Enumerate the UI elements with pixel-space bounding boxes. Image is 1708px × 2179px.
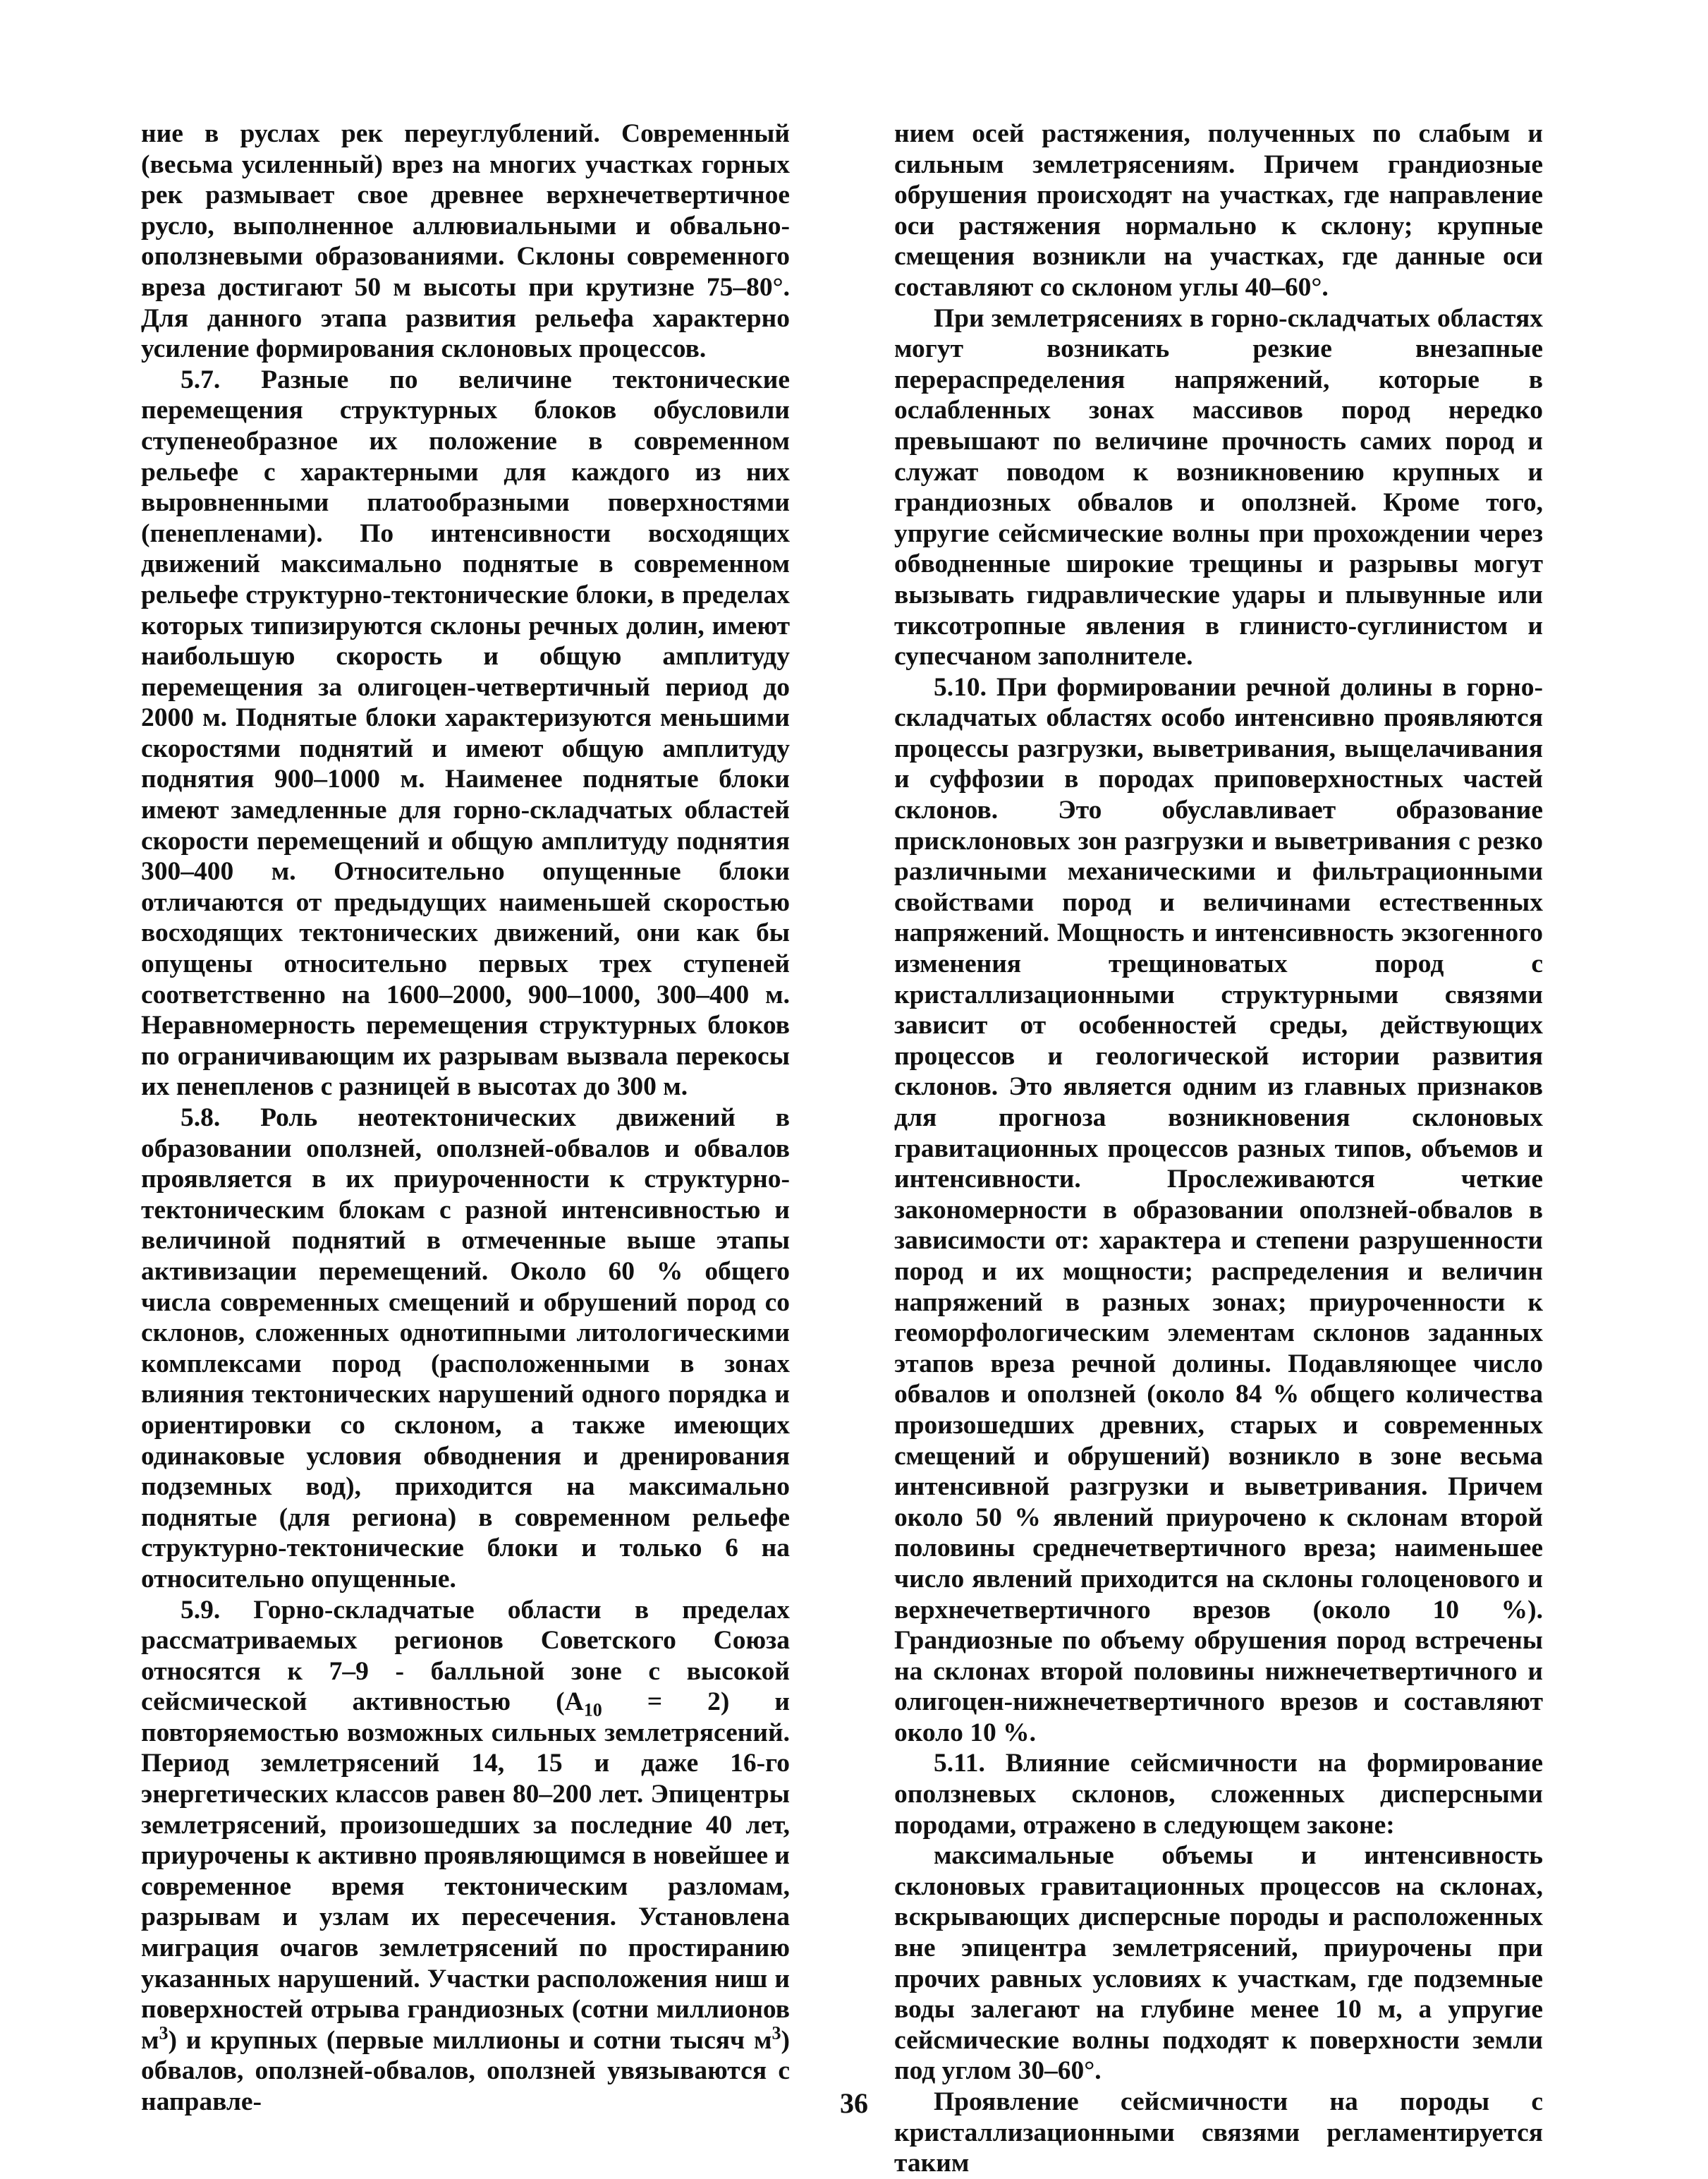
paragraph-5-10: 5.10. При формировании речной долины в горно-складчатых областях особо интенсивно проявляются процессы разгрузки, выветривания, выщелачивания и суффозии в породах приповерхностных частей склонов. Это обуславливает образование присклоновых зон разгрузки и выветривания с резко различными механическими и фильтрационными свойствами пород и величинами естественных напряжений. Мощность и интенсивность экзогенного изменения трещиноватых пород с кристаллизационными структурными связями зависит от особенностей среды, действующих процессов и геологической истории развития склонов. Это является одним из главных признаков для прогноза возникновения склоновых гравитационных процессов разных типов, объемов и интенсивности. Прослеживаются четкие закономерности в образовании оползней-обвалов в зависимости от: характера и степени разрушенности пород и их мощности; распределения и величин напряжений в разных зонах; приуроченности к геоморфологическим элементам склонов заданных этапов вреза речной долины. Подавляющее число обвалов и оползней (около 84 % общего количества произошедших древних, старых и современных смещений и обрушений) возникло в зоне весьма интенсивной разгрузки и выветривания. Причем около 50 % явлений приурочено к склонам второй половины среднечетвертичного вреза; наименьшее число явлений приходится на склоны голоценового и верхнечетвертичного врезов (около 10 %). Грандиозные по объему обрушения пород встречены на склонах второй половины нижнечетвертичного и олигоцен-нижнечетвертичного врезов и составляют около 10 %.	[894, 672, 1543, 1747]
superscript-3-b: 3	[771, 2022, 781, 2044]
paragraph-5-9	[141, 1595, 790, 2118]
paragraph-5-9-part2: = 2) и повторяемостью возможных сильных землетрясений. Период землетрясений 14, 15 и даже 16-го энергетических классов равен 80–200 лет. Эпицентры землетрясений, произошедших за последние 40 лет, приурочены к активно проявляющимся в новейшее и современное время тектоническим разломам, разрывам и узлам их пересечения. Установлена миграция очагов землетрясений по простиранию указанных нарушений. Участки расположения ниш и поверхностей отрыва грандиозных (сотни миллионов м	[141, 1687, 790, 2055]
paragraph-5-7: 5.7. Разные по величине тектонические перемещения структурных блоков обусловили ступенеобразное их положение в современном рельефе с характерными для каждого из них выровненными платообразными поверхностями (пенепленами). По интенсивности восходящих движений максимально поднятые в современном рельефе структурно-тектонические блоки, в пределах которых типизируются склоны речных долин, имеют наибольшую скорость и общую амплитуду перемещения за олигоцен-четвертичный период до 2000 м. Поднятые блоки характеризуются меньшими скоростями поднятий и имеют общую амплитуду поднятия 900–1000 м. Наименее поднятые блоки имеют замедленные для горно-складчатых областей скорости перемещений и общую амплитуду поднятия 300–400 м. Относительно опущенные блоки отличаются от предыдущих наименьшей скоростью восходящих тектонических движений, они как бы опущены относительно первых трех ступеней соответственно на 1600–2000, 900–1000, 300–400 м. Неравномерность перемещения структурных блоков по ограничивающим их разрывам вызвала перекосы их пенепленов с разницей в высотах до 300 м.	[141, 365, 790, 1102]
paragraph-crystalline: Проявление сейсмичности на породы с кристаллизационными связями регламентируется таким	[894, 2087, 1543, 2178]
page-number: 36	[840, 2087, 868, 2119]
superscript-3-a: 3	[159, 2022, 169, 2044]
paragraph-law: максимальные объемы и интенсивность склоновых гравитационных процессов на склонах, вскрывающих дисперсные породы и расположенных вне эпицентра землетрясений, приурочены при прочих равных условиях к участкам, где подземные воды залегают на глубине менее 10 м, а упругие сейсмические волны подходят к поверхности земли под углом 30–60°.	[894, 1841, 1543, 2086]
left-column	[141, 119, 790, 2118]
paragraph-5-8: 5.8. Роль неотектонических движений в образовании оползней, оползней-обвалов и обвалов проявляется в их приуроченности к структурно-тектоническим блокам с разной интенсивностью и величиной поднятий в отмеченные выше этапы активизации перемещений. Около 60 % общего числа современных смещений и обрушений пород со склонов, сложенных однотипными литологическими комплексами пород (расположенными в зонах влияния тектонических нарушений одного порядка и ориентировки со склоном, а также имеющих одинаковые условия обводнения и дренирования подземных вод), приходится на максимально поднятые (для региона) в современном рельефе структурно-тектонические блоки и только 6 на относительно опущенные.	[141, 1103, 790, 1594]
subscript-10: 10	[583, 1699, 602, 1720]
paragraph-earthquakes: При землетрясениях в горно-складчатых областях могут возникать резкие внезапные перераспределения напряжений, которые в ослабленных зонах массивов пород нередко превышают по величине прочность самих пород и служат поводом к возникновению крупных и грандиозных обвалов и оползней. Кроме того, упругие сейсмические волны при прохождении через обводненные широкие трещины и разрывы могут вызывать гидравлические удары и плывунные или тиксотропные явления в глинисто-суглинистом и супесчаном заполнителе.	[894, 303, 1543, 672]
paragraph-5-9-part3: ) и крупных (первые миллионы и сотни тысяч м	[168, 2025, 772, 2055]
paragraph-5-9-part1: 5.9. Горно-складчатые области в пределах рассматриваемых регионов Советского Союза относятся к 7–9 - балльной зоне с высокой сейсмической активностью (A	[141, 1595, 790, 1717]
right-column	[894, 119, 1543, 2179]
paragraph-5-11: 5.11. Влияние сейсмичности на формирование оползневых склонов, сложенных дисперсными породами, отражено в следующем законе:	[894, 1749, 1543, 1840]
paragraph-5-6-continued: ние в руслах рек переуглублений. Современный (весьма усиленный) врез на многих участках горных рек размывает свое древнее верхнечетвертичное русло, выполненное аллювиальными и обвально-оползневыми образованиями. Склоны современного вреза достигают 50 м высоты при крутизне 75–80°. Для данного этапа развития рельефа характерно усиление формирования склоновых процессов.	[141, 119, 790, 364]
paragraph-5-9-continued: нием осей растяжения, полученных по слабым и сильным землетрясениям. Причем грандиозные обрушения происходят на участках, где направление оси растяжения нормально к склону; крупные смещения возникли на участках, где данные оси составляют со склоном углы 40–60°.	[894, 119, 1543, 302]
paragraph-5-9-part4: ) обвалов, оползней-обвалов, оползней увязываются с направле-	[141, 2025, 790, 2116]
